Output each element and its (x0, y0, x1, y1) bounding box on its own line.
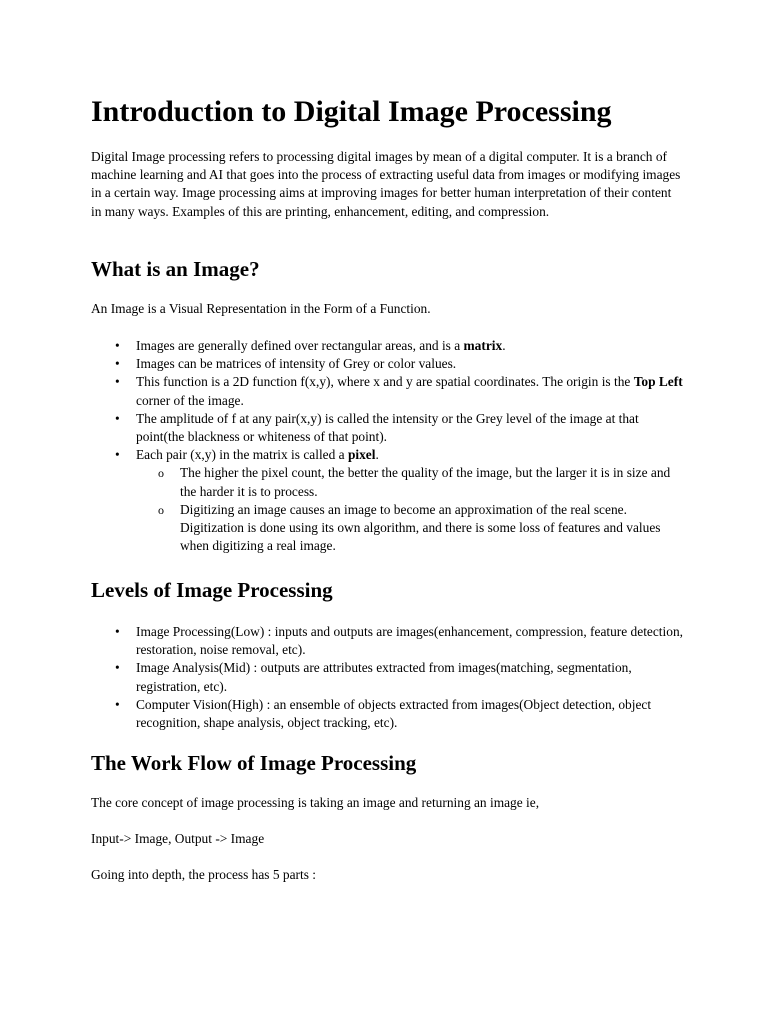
section-heading-what-is-an-image: What is an Image? (91, 257, 260, 281)
list-item-bold-term: Top Left (633, 374, 683, 390)
image-definition-list (91, 337, 683, 555)
bullet-glyph: • (115, 624, 120, 639)
sub-list-item-text: The higher the pixel count, the better the quality of the image, but the larger it is in size and the harder it is to process. (180, 465, 671, 499)
workflow-paragraph-2: Input-> Image, Output -> Image (91, 831, 265, 846)
pixel-sublist (136, 464, 683, 555)
list-item (91, 446, 683, 555)
sub-list-item-text: Digitizing an image causes an image to become an approximation of the real scene. Digitization is done using its own algorithm, and there is some loss of features and values when digitizing a real image. (180, 501, 661, 554)
bullet-glyph: • (115, 410, 120, 426)
list-item-text: Image Analysis(Mid) : outputs are attributes extracted from images(matching, segmentation, registration, etc). (136, 660, 632, 694)
list-item-text: Image Processing(Low) : inputs and outputs are images(enhancement, compression, feature detection, restoration, noise removal, etc). (136, 624, 683, 658)
list-item (91, 355, 683, 373)
intro-paragraph: Digital Image processing refers to processing digital images by mean of a digital computer. It is a branch of machine learning and AI that goes into the process of extracting useful data from images or modifying images in a certain way. Image processing aims at improving images for better human interpretation of their content in many ways. Examples of this are printing, enhancement, editing, and compression. (91, 149, 681, 219)
list-item (91, 659, 683, 695)
levels-list (91, 623, 683, 732)
sub-list-item (136, 464, 683, 500)
sub-bullet-glyph: o (158, 466, 164, 481)
list-item (91, 696, 683, 732)
section-heading-workflow: The Work Flow of Image Processing (91, 751, 417, 775)
bullet-glyph: • (115, 696, 120, 712)
sub-bullet-glyph: o (158, 502, 164, 517)
list-item-text: This function is a 2D function f(x,y), where x and y are spatial coordinates. The origin is the (136, 374, 634, 390)
list-item-bold-term: pixel (347, 447, 376, 463)
page-title: Introduction to Digital Image Processing (91, 95, 612, 128)
bullet-glyph: • (115, 447, 120, 463)
list-item-text: . (502, 338, 506, 353)
list-item (91, 410, 683, 446)
list-item (91, 337, 683, 355)
list-item-text: Images are generally defined over rectangular areas, and is a (136, 338, 464, 353)
workflow-paragraph-3: Going into depth, the process has 5 parts : (91, 867, 316, 882)
list-item-bold-term: matrix (463, 338, 503, 353)
bullet-glyph: • (115, 660, 120, 676)
bullet-glyph: • (115, 338, 120, 353)
bullet-glyph: • (115, 356, 120, 372)
workflow-paragraph-1: The core concept of image processing is taking an image and returning an image ie, (91, 795, 540, 810)
list-item (91, 623, 683, 659)
list-item-text: Computer Vision(High) : an ensemble of objects extracted from images(Object detection, object recognition, shape analysis, object tracking, etc). (136, 696, 652, 731)
list-item-text: . (375, 447, 379, 463)
list-item (91, 373, 683, 409)
bullet-glyph: • (115, 374, 120, 390)
list-item-text: corner of the image. (136, 392, 244, 408)
list-item-text: Each pair (x,y) in the matrix is called a (136, 447, 348, 463)
section-heading-levels: Levels of Image Processing (91, 578, 333, 602)
sub-list-item (136, 501, 683, 556)
list-item-text: The amplitude of f at any pair(x,y) is called the intensity or the Grey level of the image at that point(the blackness or whiteness of that point). (136, 410, 639, 445)
section1-lead: An Image is a Visual Representation in the Form of a Function. (91, 301, 431, 316)
list-item-text: Images can be matrices of intensity of Grey or color values. (136, 356, 457, 372)
